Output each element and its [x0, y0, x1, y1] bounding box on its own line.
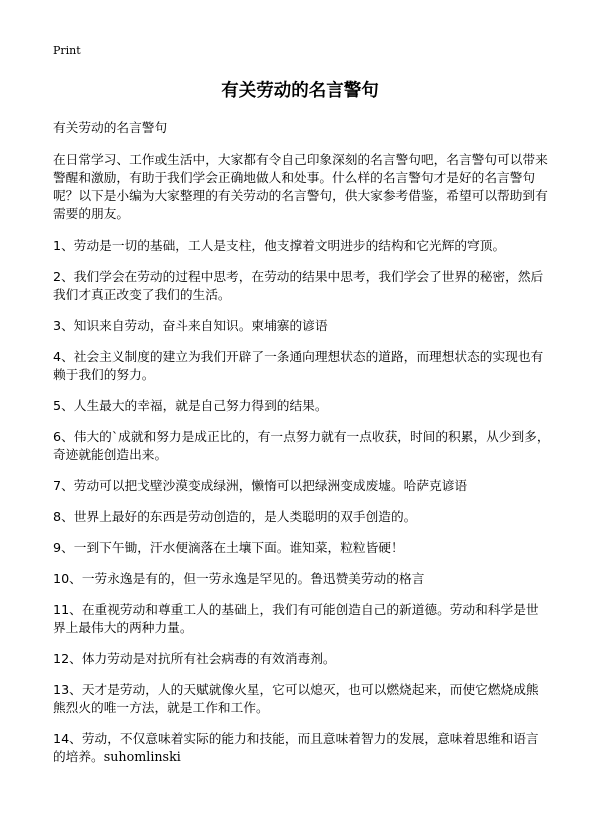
quote-item-14-text: 14、劳动，不仅意味着实际的能力和技能，而且意味着智力的发展，意味着思维和语言的培养。	[53, 731, 539, 764]
quote-item-5: 5、人生最大的幸福，就是自己努力得到的结果。	[53, 398, 328, 413]
quote-item-14	[53, 730, 551, 766]
quote-item-12: 12、体力劳动是对抗所有社会病毒的有效消毒剂。	[53, 651, 336, 666]
intro-paragraph: 在日常学习、工作或生活中，大家都有令自己印象深刻的名言警句吧，名言警句可以带来警醒和激励，有助于我们学会正确地做人和处事。什么样的名言警句才是好的名言警句呢？以下是小编为大家整理的有关劳动的名言警句，供大家参考借鉴，希望可以帮助到有需要的朋友。	[53, 152, 548, 221]
quote-item-8: 8、世界上最好的东西是劳动创造的，是人类聪明的双手创造的。	[53, 509, 417, 524]
quote-item-7: 7、劳动可以把戈壁沙漠变成绿洲，懒惰可以把绿洲变成废墟。哈萨克谚语	[53, 478, 468, 493]
quote-item-6: 6、伟大的`成就和努力是成正比的，有一点努力就有一点收获，时间的积累，从少到多，奇迹就能创造出来。	[53, 429, 550, 462]
quote-item-13: 13、天才是劳动，人的天赋就像火星，它可以熄灭，也可以燃烧起来，而使它燃烧成熊熊烈火的唯一方法，就是工作和工作。	[53, 682, 539, 715]
quote-item-10: 10、一劳永逸是有的，但一劳永逸是罕见的。鲁迅赞美劳动的格言	[53, 571, 425, 586]
quote-item-9: 9、一到下午锄，汗水便滴落在土壤下面。谁知菜，粒粒皆硬！	[53, 540, 404, 555]
quote-item-1: 1、劳动是一切的基础，工人是支柱，他支撑着文明进步的结构和它光辉的穹顶。	[53, 238, 506, 253]
document-title: 有关劳动的名言警句	[221, 81, 379, 101]
quote-item-11: 11、在重视劳动和尊重工人的基础上，我们有可能创造自己的新道德。劳动和科学是世界上最伟大的两种力量。	[53, 602, 539, 635]
print-label[interactable]: Print	[53, 44, 81, 57]
document-subtitle: 有关劳动的名言警句	[53, 120, 168, 135]
quote-item-3: 3、知识来自劳动，奋斗来自知识。柬埔寨的谚语	[53, 318, 328, 333]
document-body	[53, 119, 551, 779]
quote-item-14-author: suhomlinski	[103, 749, 181, 764]
quote-item-4: 4、社会主义制度的建立为我们开辟了一条通向理想状态的道路，而理想状态的实现也有赖于我们的努力。	[53, 349, 544, 382]
quote-item-2: 2、我们学会在劳动的过程中思考，在劳动的结果中思考，我们学会了世界的秘密，然后我们才真正改变了我们的生活。	[53, 269, 544, 302]
